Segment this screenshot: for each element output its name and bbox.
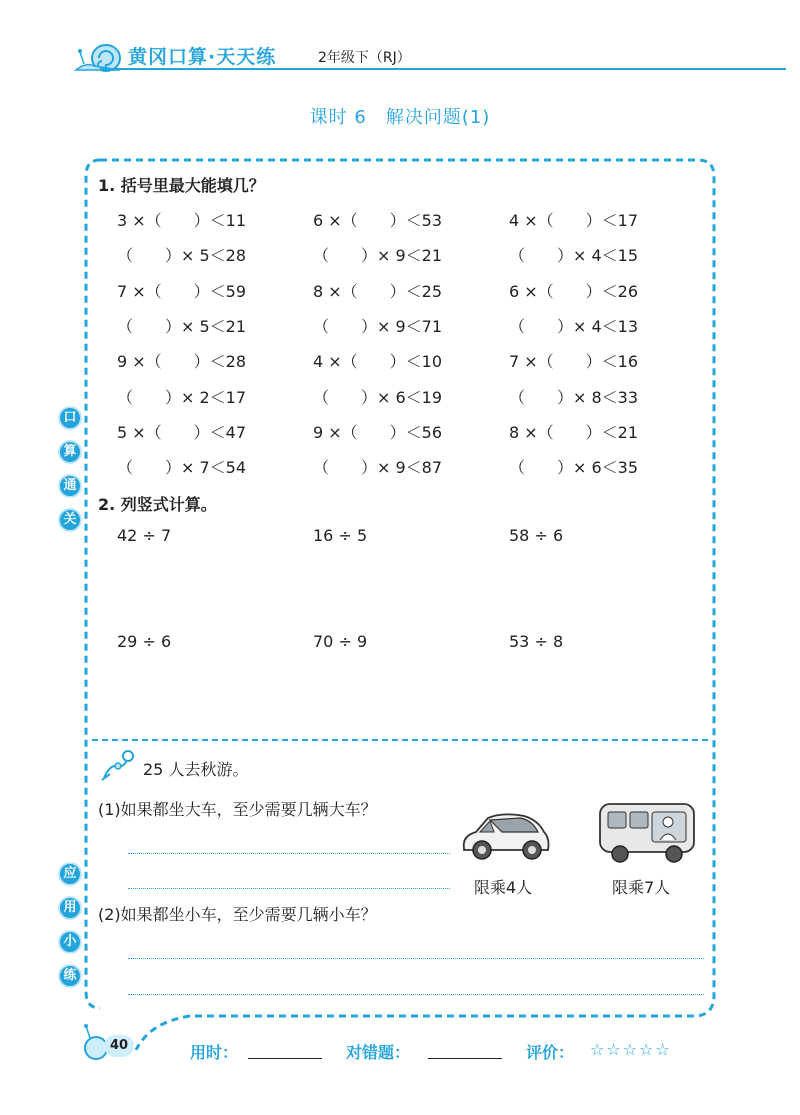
fill-problem: 7 ×（ ）＜16 bbox=[509, 352, 639, 371]
answer-line[interactable] bbox=[128, 958, 704, 959]
errors-blank[interactable] bbox=[428, 1058, 502, 1059]
fill-problem: （ ）× 4＜15 bbox=[509, 246, 639, 265]
lesson-title: 课时 6 解决问题(1) bbox=[309, 107, 491, 128]
answer-line[interactable] bbox=[128, 853, 450, 854]
fill-problem: 6 ×（ ）＜53 bbox=[313, 211, 443, 230]
division-problem: 70 ÷ 9 bbox=[313, 632, 368, 651]
division-problem: 42 ÷ 7 bbox=[117, 526, 172, 545]
errors-label: 对错题： bbox=[346, 1043, 411, 1062]
fill-problem: （ ）× 9＜21 bbox=[313, 246, 443, 265]
side-label-applied-3: 小 bbox=[58, 930, 82, 954]
fill-problem: 8 ×（ ）＜21 bbox=[509, 423, 639, 442]
fill-problem: （ ）× 9＜71 bbox=[313, 317, 443, 336]
fill-problem: 8 ×（ ）＜25 bbox=[313, 282, 443, 301]
division-problem: 58 ÷ 6 bbox=[509, 526, 564, 545]
fill-problem: 5 ×（ ）＜47 bbox=[117, 423, 247, 442]
division-problem: 53 ÷ 8 bbox=[509, 632, 564, 651]
rating-label: 评价： bbox=[526, 1043, 575, 1062]
question-2: (2)如果都坐小车，至少需要几辆小车？ bbox=[98, 905, 377, 924]
brand-title: 黄冈口算·天天练 bbox=[128, 46, 277, 68]
time-blank[interactable] bbox=[248, 1058, 322, 1059]
fill-problem: 9 ×（ ）＜28 bbox=[117, 352, 247, 371]
answer-line[interactable] bbox=[128, 994, 704, 995]
fill-problem: 7 ×（ ）＜59 bbox=[117, 282, 247, 301]
car-icon bbox=[458, 808, 554, 866]
answer-line[interactable] bbox=[128, 888, 450, 889]
fill-problem: 9 ×（ ）＜56 bbox=[313, 423, 443, 442]
time-label: 用时： bbox=[190, 1043, 239, 1062]
header-rule bbox=[100, 68, 786, 70]
division-problem: 16 ÷ 5 bbox=[313, 526, 368, 545]
grade-label: 2年级下（RJ） bbox=[318, 50, 411, 66]
fill-problem: （ ）× 2＜17 bbox=[117, 388, 247, 407]
bus-capacity-caption: 限乘7人 bbox=[612, 878, 671, 897]
fill-problem: （ ）× 6＜35 bbox=[509, 458, 639, 477]
fill-problem: （ ）× 5＜28 bbox=[117, 246, 247, 265]
pin-icon bbox=[100, 748, 136, 782]
fill-problem: （ ）× 6＜19 bbox=[313, 388, 443, 407]
fill-problem: （ ）× 9＜87 bbox=[313, 458, 443, 477]
car-capacity-caption: 限乘4人 bbox=[474, 878, 533, 897]
fill-problem: 4 ×（ ）＜10 bbox=[313, 352, 443, 371]
section2-title: 2. 列竖式计算。 bbox=[98, 495, 217, 514]
trip-intro: 25 人去秋游。 bbox=[143, 760, 249, 779]
side-label-applied-1: 应 bbox=[58, 862, 82, 886]
fill-problem: （ ）× 4＜13 bbox=[509, 317, 639, 336]
section1-title: 1. 括号里最大能填几？ bbox=[98, 176, 265, 195]
fill-problem: 4 ×（ ）＜17 bbox=[509, 211, 639, 230]
fill-problem: 6 ×（ ）＜26 bbox=[509, 282, 639, 301]
side-label-oral-4: 关 bbox=[58, 508, 82, 532]
division-problem: 29 ÷ 6 bbox=[117, 632, 172, 651]
fill-problem: （ ）× 8＜33 bbox=[509, 388, 639, 407]
page-number: 40 bbox=[104, 1035, 134, 1057]
fill-problem: （ ）× 5＜21 bbox=[117, 317, 247, 336]
question-1: (1)如果都坐大车，至少需要几辆大车？ bbox=[98, 800, 377, 819]
side-label-oral-3: 通 bbox=[58, 474, 82, 498]
side-label-applied-4: 练 bbox=[58, 964, 82, 988]
fill-problem: （ ）× 7＜54 bbox=[117, 458, 247, 477]
side-label-applied-2: 用 bbox=[58, 896, 82, 920]
rating-stars[interactable]: ☆☆☆☆☆ bbox=[590, 1040, 672, 1059]
fill-problem: 3 ×（ ）＜11 bbox=[117, 211, 247, 230]
side-label-oral-1: 口 bbox=[58, 406, 82, 430]
side-label-oral-2: 算 bbox=[58, 440, 82, 464]
bus-icon bbox=[596, 800, 700, 866]
